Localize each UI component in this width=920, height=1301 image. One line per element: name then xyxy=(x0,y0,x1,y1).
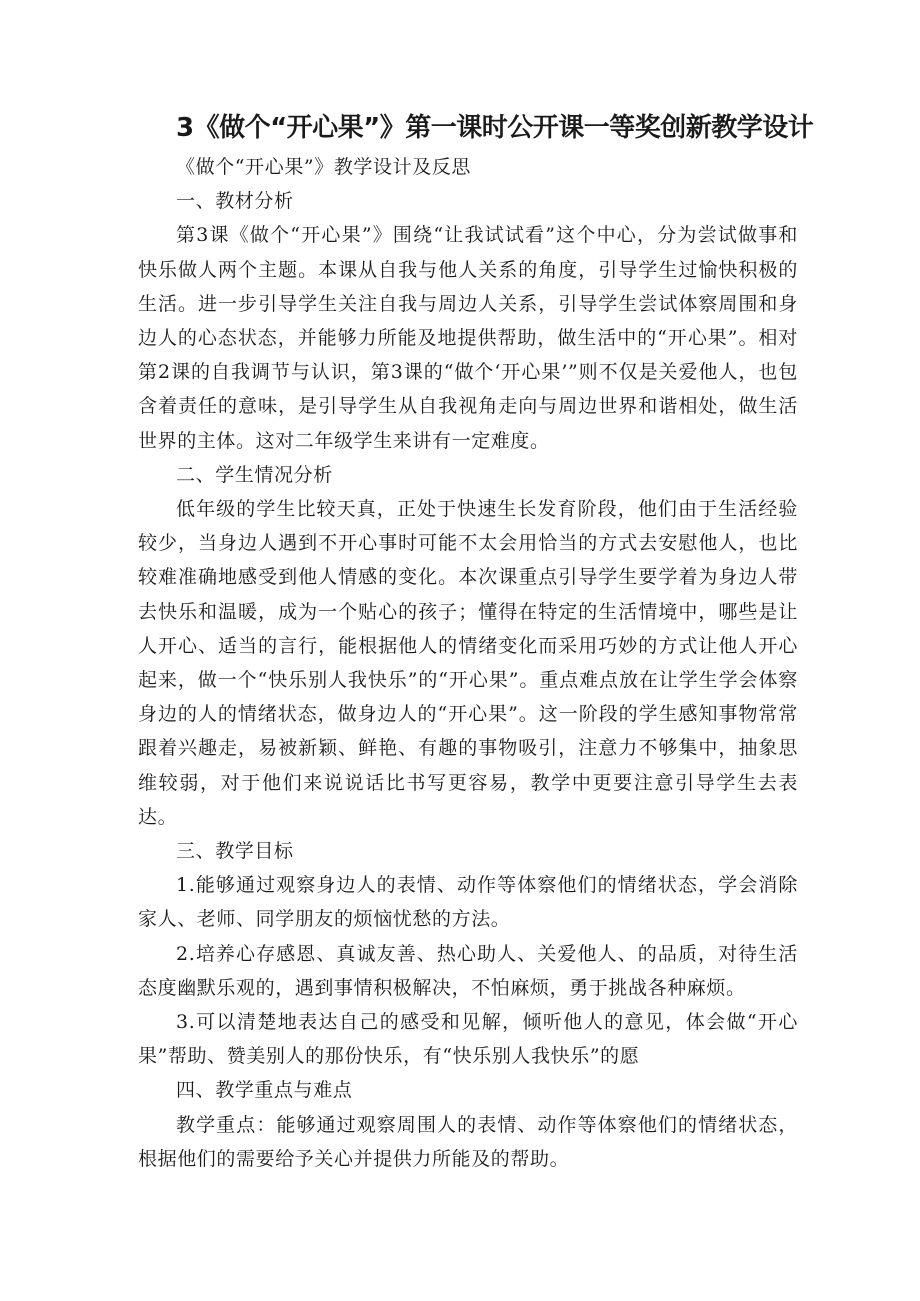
section-paragraph: 低年级的学生比较天真，正处于快速生长发育阶段，他们由于生活经验较少，当身边人遇到不开心事时可能不太会用恰当的方式去安慰他人，也比较难准确地感受到他人情感的变化。本次课重点引导学生要学着为身边人带去快乐和温暖，成为一个贴心的孩子；懂得在特定的生活情境中，哪些是让人开心、适当的言行，能根据他人的情绪变化而采用巧妙的方式让他人开心起来，做一个“快乐别人我快乐”的“开心果”。重点难点放在让学生学会体察身边的人的情绪状态，做身边人的“开心果”。这一阶段的学生感知事物常常跟着兴趣走，易被新颖、鲜艳、有趣的事物吸引，注意力不够集中，抽象思维较弱，对于他们来说说话比书写更容易，教学中更要注意引导学生去表达。 xyxy=(138,498,798,828)
section-heading-textbook-analysis: 一、教材分析 xyxy=(176,190,294,213)
section-heading-student-analysis: 二、学生情况分析 xyxy=(176,463,333,486)
section-heading-key-points: 四、教学重点与难点 xyxy=(176,1079,353,1102)
document-subtitle: 《做个“开心果”》教学设计及反思 xyxy=(176,156,472,178)
document-body xyxy=(138,150,798,1176)
section-paragraph: 教学重点：能够通过观察周围人的表情、动作等体察他们的情绪状态，根据他们的需要给予关心并提供力所能及的帮助。 xyxy=(138,1113,798,1170)
goal-item-2: 2.培养心存感恩、真诚友善、热心助人、关爱他人、的品质，对待生活态度幽默乐观的，遇到事情积极解决，不怕麻烦，勇于挑战各种麻烦。 xyxy=(138,942,798,999)
goal-item-1: 1.能够通过观察身边人的表情、动作等体察他们的情绪状态，学会消除家人、老师、同学朋友的烦恼忧愁的方法。 xyxy=(138,874,798,931)
document-title: 3《做个“开心果”》第一课时公开课一等奖创新教学设计 xyxy=(176,113,814,143)
goal-item-3: 3.可以清楚地表达自己的感受和见解，倾听他人的意见，体会做“开心果”帮助、赞美别人的那份快乐，有“快乐别人我快乐”的愿 xyxy=(138,1011,798,1068)
section-heading-teaching-goals: 三、教学目标 xyxy=(176,840,294,863)
section-paragraph: 第3课《做个“开心果”》围绕“让我试试看”这个中心，分为尝试做事和快乐做人两个主题。本课从自我与他人关系的角度，引导学生过愉快积极的生活。进一步引导学生关注自我与周边人关系，引导学生尝试体察周围和身边人的心态状态，并能够力所能及地提供帮助，做生活中的“开心果”。相对第2课的自我调节与认识，第3课的“做个‘开心果’”则不仅是关爱他人，也包含着责任的意味，是引导学生从自我视角走向与周边世界和谐相处，做生活世界的主体。这对二年级学生来讲有一定难度。 xyxy=(138,224,798,452)
